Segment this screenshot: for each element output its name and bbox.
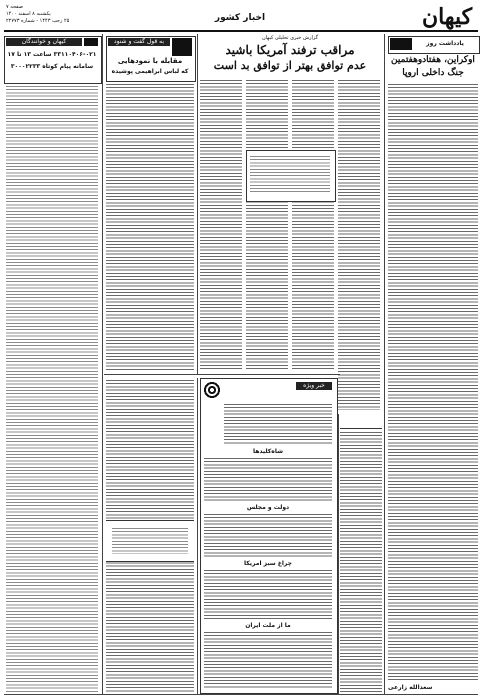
readers-header: کیهان و خوانندگان xyxy=(6,38,82,46)
readers-phone: ۳۳۱۱۰۴۰۶-۰۲۱ ساعت ۱۳ تا ۱۷ xyxy=(7,51,97,58)
readers-text xyxy=(6,86,98,692)
special-news-headline-a: شاه‌کلیدها xyxy=(253,448,283,455)
column-rule-1 xyxy=(102,34,103,694)
readers-icon xyxy=(84,38,98,46)
issue-number: ۲۵ رجب ۱۴۴۳ - شماره ۲۲۷۷۳ xyxy=(6,18,70,24)
logo: کیهان xyxy=(421,4,473,30)
dialogue-title-1: مقابله با نمودهایی xyxy=(117,57,183,65)
masthead-rule xyxy=(4,30,478,32)
special-news-text-4 xyxy=(204,570,332,620)
brief-text xyxy=(340,432,382,692)
column-rule-2 xyxy=(197,34,198,374)
readers-sms: سامانه پیام کوتاه ۳۰۰۰۲۲۳۳ xyxy=(10,63,94,70)
editorial-title-1: اوکراین، هفتادوهفتمین xyxy=(391,55,475,65)
special-news-headline-d: ما از ملت ایران xyxy=(245,622,291,629)
special-news-text-1 xyxy=(224,404,332,444)
column-rule-4 xyxy=(197,378,198,694)
center-text-2 xyxy=(246,80,288,370)
column-rule-3 xyxy=(384,34,385,694)
special-news-text-5 xyxy=(204,632,332,688)
center-title-2: عدم توافق بهتر از توافق بد است xyxy=(213,59,367,72)
center-kicker: گزارش خبری تحلیلی کیهان xyxy=(261,35,319,41)
lower-left-box-text xyxy=(112,528,188,554)
dialogue-icon xyxy=(172,38,192,56)
dialogue-title-2: که لباس ابراهیمی پوشیده xyxy=(111,68,189,75)
mid-rule xyxy=(104,374,340,375)
center-text-4 xyxy=(338,80,380,410)
center-title-1: مراقب ترفند آمریکا باشید xyxy=(225,43,355,57)
special-news-headline-b: دولت و مجلس xyxy=(246,504,290,511)
editorial-text xyxy=(388,84,478,680)
center-text-3 xyxy=(292,80,334,370)
special-news-text-3 xyxy=(204,514,332,558)
special-news-text-2 xyxy=(204,458,332,502)
center-text-1 xyxy=(200,80,242,370)
editorial-title-2: جنگ داخلی اروپا xyxy=(402,68,464,78)
dialogue-header: به قول گفت و شنود xyxy=(108,38,170,46)
column-rule-5 xyxy=(338,414,339,694)
editorial-byline: سعدالله زارعی xyxy=(388,684,433,691)
editorial-header: یادداشت روز xyxy=(414,40,476,48)
special-news-headline-c: چراغ سبز آمریکا xyxy=(244,560,292,567)
special-news-kicker: خبر ویژه xyxy=(296,382,332,390)
center-quote-text xyxy=(250,156,330,194)
brief-header-line xyxy=(340,414,382,429)
date: یکشنبه ۸ اسفند ۱۴۰۰ xyxy=(6,11,51,17)
special-news-logo xyxy=(202,380,222,400)
section-title: اخبار کشور xyxy=(214,13,266,23)
dialogue-text xyxy=(106,84,194,370)
editorial-icon xyxy=(390,38,412,50)
page-label: صفحه ۷ xyxy=(6,4,23,10)
bottom-rule xyxy=(4,694,478,695)
